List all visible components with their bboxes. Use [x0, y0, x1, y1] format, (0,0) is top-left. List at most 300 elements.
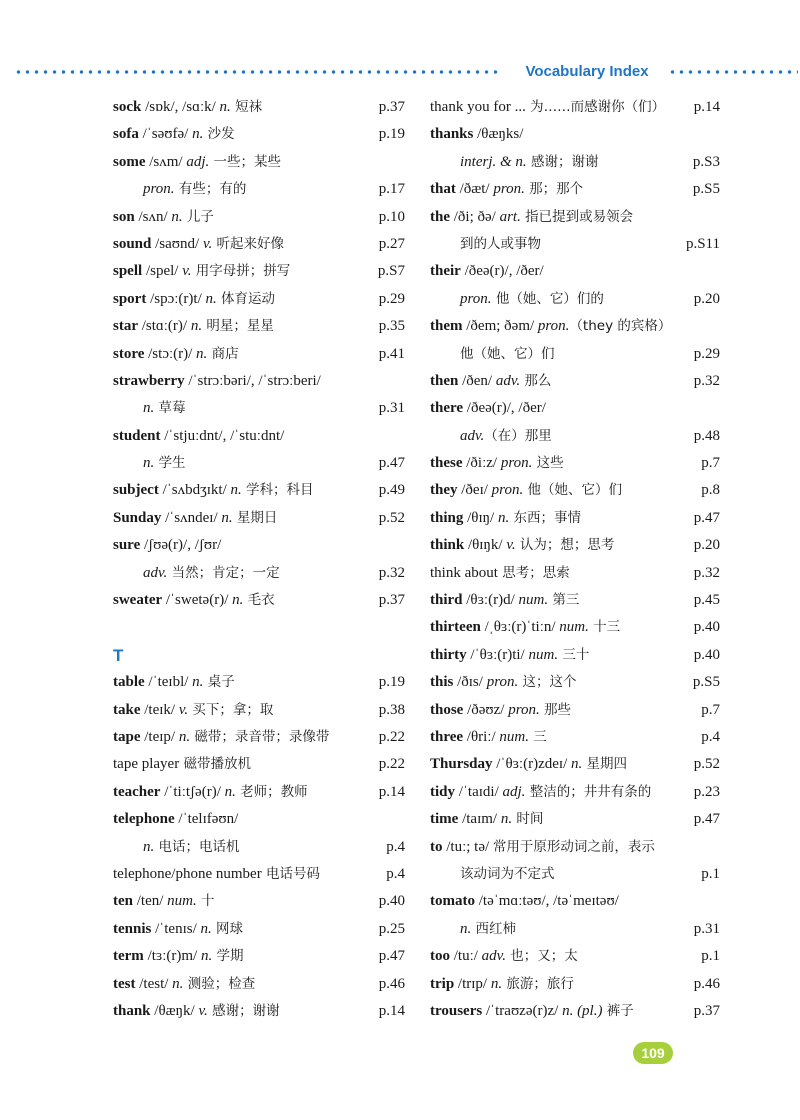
index-entry [113, 149, 405, 176]
entry-continuation [430, 916, 720, 943]
index-entry [113, 724, 405, 751]
page-reference: p.22 [378, 756, 405, 773]
definition: 认为；想；思考 [515, 537, 615, 554]
part-of-speech: n. [200, 920, 212, 937]
headword: some [113, 153, 146, 170]
page-reference: p.20 [693, 290, 720, 307]
entry-text [113, 505, 277, 532]
page-reference: p.46 [693, 975, 720, 992]
definition: 裤子 [602, 1002, 634, 1019]
pronunciation: /spel/ [142, 263, 183, 280]
index-entry [430, 998, 720, 1025]
pronunciation: /stɑː(r)/ [138, 318, 191, 335]
part-of-speech: pron. [493, 181, 525, 198]
part-of-speech: v. [182, 263, 192, 280]
page-reference: p.4 [701, 728, 720, 745]
definition: 一些；某些 [209, 153, 282, 170]
page-reference: p.14 [693, 99, 720, 115]
page-reference: p.52 [378, 509, 405, 526]
part-of-speech: num. [518, 592, 549, 609]
index-entry [430, 94, 720, 121]
definition: 常用于原形动词之前，表示 [492, 838, 655, 855]
part-of-speech: pron. [537, 318, 570, 335]
pronunciation: /ðæt/ [455, 181, 494, 198]
pronunciation: /sɒk/, /sɑːk/ [141, 99, 220, 115]
entry-text [143, 395, 186, 422]
headword: too [430, 948, 450, 965]
entry-text [113, 149, 281, 176]
entry-text [430, 121, 523, 148]
index-entry [430, 724, 720, 751]
definition: 沙发 [203, 126, 235, 143]
index-entry [113, 477, 405, 504]
part-of-speech: num. [528, 646, 559, 663]
headword: table [113, 674, 145, 691]
entry-text [113, 94, 262, 121]
headword: spell [113, 263, 143, 280]
definition: 西红柿 [471, 920, 517, 937]
index-entry [113, 587, 405, 614]
part-of-speech: interj. & n. [460, 153, 527, 170]
headword: these [430, 455, 463, 472]
entry-text [113, 697, 273, 724]
phrase: tape player [113, 756, 180, 773]
entry-continuation [113, 176, 405, 203]
phrase: thank you for ... [430, 99, 526, 115]
pronunciation: /ði; ðə/ [450, 208, 500, 225]
entry-text [113, 751, 251, 778]
entry-text [430, 368, 551, 395]
definition: 那些 [539, 701, 572, 718]
part-of-speech: n. [205, 290, 217, 307]
index-entry [113, 204, 405, 231]
index-entry [430, 176, 720, 203]
part-of-speech: n. [224, 783, 236, 800]
entry-text [113, 121, 235, 148]
headword: term [113, 948, 144, 965]
entry-text [113, 477, 314, 504]
page-reference: p.14 [378, 1002, 405, 1019]
headword: trousers [430, 1002, 483, 1019]
entry-continuation [430, 341, 720, 368]
pronunciation: /ðiːz/ [462, 455, 501, 472]
index-entry [113, 998, 405, 1025]
part-of-speech: v. [178, 701, 189, 718]
page-reference: p.32 [693, 372, 720, 389]
headword: son [113, 208, 135, 225]
part-of-speech: n. [230, 482, 242, 499]
entry-text [460, 861, 555, 888]
index-entry [430, 888, 720, 915]
entry-text [430, 998, 634, 1025]
entry-text [113, 231, 284, 258]
pronunciation: /ðen/ [458, 372, 496, 389]
definition: 到的人或事物 [460, 235, 541, 252]
headword: tidy [430, 783, 456, 800]
part-of-speech: pron. [508, 701, 540, 718]
headword: that [430, 181, 456, 198]
pronunciation: /θɪŋk/ [464, 537, 507, 554]
headword: those [430, 701, 464, 718]
page-reference: p.17 [378, 181, 405, 198]
entry-text [430, 971, 574, 998]
part-of-speech: num. [559, 619, 589, 636]
part-of-speech: num. [167, 893, 197, 910]
pronunciation: /tuː; tə/ [442, 838, 493, 855]
part-of-speech: pron. [143, 181, 175, 198]
page-reference: p.10 [378, 208, 405, 225]
headword: sofa [113, 126, 139, 143]
entry-text [430, 505, 581, 532]
pronunciation: /stɔː(r)/ [144, 345, 197, 362]
pronunciation: /tuː/ [450, 948, 482, 965]
section-title: Vocabulary Index [525, 63, 649, 80]
page-reference: p.52 [693, 756, 720, 773]
page-reference: p.38 [378, 701, 405, 718]
headword: the [430, 208, 450, 225]
entry-text [113, 286, 275, 313]
entry-text [113, 779, 308, 806]
pronunciation: /ˈθɜː(r)ti/ [466, 646, 529, 663]
definition: 儿子 [182, 208, 214, 225]
entry-text [113, 888, 215, 915]
entry-text [113, 587, 275, 614]
part-of-speech: v. [198, 1002, 208, 1019]
definition: 磁带；录音带；录像带 [190, 728, 330, 745]
pronunciation: /ˈsəʊfə/ [138, 126, 193, 143]
pronunciation: /ðeɪ/ [457, 482, 492, 499]
part-of-speech: n. [500, 811, 513, 828]
definition: 有些；有的 [174, 181, 247, 198]
phrase: think about [430, 564, 498, 581]
pronunciation: /ˌθɜː(r)ˈtiːn/ [480, 619, 560, 636]
entry-text [143, 176, 246, 203]
headword: time [430, 811, 459, 828]
part-of-speech: n. [143, 400, 155, 417]
headword: thanks [430, 126, 474, 143]
entry-text [430, 642, 589, 669]
part-of-speech: adv. [495, 372, 521, 389]
page-reference: p.32 [378, 564, 405, 581]
page-reference: p.37 [693, 1002, 720, 1019]
headword: sure [113, 537, 141, 554]
part-of-speech: n. [232, 592, 244, 609]
part-of-speech: art. [499, 208, 521, 225]
entry-text [113, 971, 255, 998]
definition: 他（她、它）们 [460, 345, 555, 362]
page-reference: p.7 [701, 455, 720, 472]
headword: subject [113, 482, 159, 499]
entry-text [430, 614, 620, 641]
pronunciation: /sʌn/ [134, 208, 172, 225]
part-of-speech: n. [570, 756, 583, 773]
headword: Thursday [430, 756, 493, 773]
page-reference: p.25 [378, 920, 405, 937]
definition: 电话号码 [261, 865, 321, 882]
headword: thing [430, 509, 464, 526]
definition: 也；又；太 [505, 948, 578, 965]
headword: think [430, 537, 465, 554]
definition: 三十 [558, 646, 590, 663]
entry-continuation [430, 423, 720, 450]
page-reference: p.22 [378, 728, 405, 745]
definition: 买下；拿；取 [188, 701, 274, 718]
index-column-right [430, 94, 720, 1025]
headword: star [113, 318, 138, 335]
headword: sport [113, 290, 147, 307]
index-entry [113, 286, 405, 313]
headword: take [113, 701, 141, 718]
pronunciation: /ðɪs/ [453, 674, 487, 691]
definition: 十三 [588, 619, 621, 636]
index-entry [430, 395, 720, 422]
entry-text [460, 231, 541, 258]
entry-text [430, 943, 578, 970]
pronunciation: /teɪk/ [140, 701, 179, 718]
definition: 星期日 [232, 509, 278, 526]
definition: 电话；电话机 [154, 838, 240, 855]
index-entry [113, 341, 405, 368]
entry-text [430, 751, 627, 778]
entry-text [113, 313, 274, 340]
entry-continuation [430, 231, 720, 258]
index-entry [430, 697, 720, 724]
part-of-speech: n. [460, 920, 472, 937]
pronunciation: /ˈsʌbdʒɪkt/ [158, 482, 231, 499]
pronunciation: /ðəʊz/ [463, 701, 509, 718]
definition: 网球 [211, 920, 244, 937]
entry-text [113, 532, 221, 559]
definition: 他（她、它）们的 [491, 290, 604, 307]
headword: they [430, 482, 458, 499]
part-of-speech: n. [172, 975, 184, 992]
page-reference: p.S11 [685, 235, 720, 252]
definition: 学科；科目 [241, 482, 314, 499]
part-of-speech: pron. [491, 482, 524, 499]
part-of-speech: v. [202, 235, 213, 252]
index-entry [430, 477, 720, 504]
page-reference: p.29 [693, 345, 720, 362]
entry-text [143, 450, 186, 477]
definition: 星期四 [582, 756, 628, 773]
page-reference: p.14 [378, 783, 405, 800]
part-of-speech: adj. [502, 783, 526, 800]
page-reference: p.40 [378, 893, 405, 910]
part-of-speech: n. [192, 126, 204, 143]
definition: 那么 [520, 372, 552, 389]
page-reference: p.40 [693, 619, 720, 636]
index-entry [113, 971, 405, 998]
page-reference: p.S3 [692, 153, 720, 170]
pronunciation: /spɔː(r)t/ [146, 290, 206, 307]
headword: then [430, 372, 459, 389]
pronunciation: /ðeə(r)/, /ðer/ [463, 400, 546, 417]
definition: 三 [529, 728, 547, 745]
definition: 商店 [207, 345, 239, 362]
index-entry [113, 94, 405, 121]
page-reference: p.47 [693, 811, 720, 828]
index-entry [430, 258, 720, 285]
page-reference: p.19 [378, 126, 405, 143]
part-of-speech: num. [499, 728, 529, 745]
definition: 测验；检查 [183, 975, 256, 992]
part-of-speech: n. [196, 345, 208, 362]
letter-heading-label: T [113, 645, 124, 665]
pronunciation: /ˈθɜː(r)zdeɪ/ [492, 756, 571, 773]
entry-text [430, 724, 547, 751]
pronunciation: /θɜː(r)d/ [462, 592, 519, 609]
entry-continuation [113, 834, 405, 861]
definition: （they 的宾格） [569, 318, 672, 335]
index-entry [113, 669, 405, 696]
definition: 他（她、它）们 [523, 482, 622, 499]
part-of-speech: adv. [460, 427, 485, 444]
entry-text [430, 806, 543, 833]
definition: 磁带播放机 [179, 756, 252, 773]
definition: 第三 [548, 592, 580, 609]
pronunciation: /ˈtelɪfəʊn/ [174, 811, 239, 828]
entry-text [430, 888, 619, 915]
pronunciation: /taɪm/ [458, 811, 501, 828]
headword: teacher [113, 783, 161, 800]
definition: 这；这个 [518, 674, 577, 691]
index-entry [430, 971, 720, 998]
headword: there [430, 400, 464, 417]
index-entry [113, 423, 405, 450]
page-number-badge: 109 [633, 1042, 673, 1064]
headword: ten [113, 893, 133, 910]
definition: 体育运动 [216, 290, 276, 307]
part-of-speech: n. [190, 318, 203, 335]
part-of-speech: n. [497, 509, 510, 526]
entry-text [430, 258, 544, 285]
definition: 草莓 [154, 400, 186, 417]
part-of-speech: adv. [481, 948, 506, 965]
pronunciation: /ˈtiːtʃə(r)/ [160, 783, 225, 800]
headword: test [113, 975, 136, 992]
pronunciation: /saʊnd/ [151, 235, 203, 252]
pronunciation: /trɪp/ [454, 975, 491, 992]
entry-text [143, 560, 280, 587]
page-reference: p.45 [693, 592, 720, 609]
part-of-speech: n. [221, 509, 233, 526]
definition: 用字母拼；拼写 [191, 263, 291, 280]
index-entry [113, 368, 405, 395]
index-entry [430, 368, 720, 395]
index-entry [113, 258, 405, 285]
definition: 当然；肯定；一定 [167, 564, 280, 581]
index-entry [113, 121, 405, 148]
entry-text [430, 477, 622, 504]
letter-heading [113, 642, 405, 669]
pronunciation: /ˈtenɪs/ [151, 920, 201, 937]
page-reference: p.S5 [692, 181, 720, 198]
headword: strawberry [113, 372, 185, 389]
page-reference: p.19 [378, 674, 405, 691]
index-entry [430, 669, 720, 696]
index-entry [113, 751, 405, 778]
index-entry [113, 697, 405, 724]
headword: sock [113, 99, 142, 115]
part-of-speech: n. [143, 838, 155, 855]
pronunciation: /ˈstrɔːbəri/, /ˈstrɔːberi/ [184, 372, 321, 389]
part-of-speech: n. [143, 455, 155, 472]
definition: （在）那里 [484, 427, 552, 444]
definition: 整洁的；井井有条的 [525, 783, 652, 800]
headword: them [430, 318, 463, 335]
page-reference: p.7 [701, 701, 720, 718]
entry-continuation [430, 149, 720, 176]
page-reference: p.20 [693, 537, 720, 554]
index-entry [430, 532, 720, 559]
pronunciation: /θɪŋ/ [463, 509, 498, 526]
page-reference: p.47 [693, 509, 720, 526]
pronunciation: /tɜː(r)m/ [143, 948, 201, 965]
entry-continuation [113, 560, 405, 587]
entry-text [430, 313, 671, 340]
page-reference: p.37 [378, 99, 405, 115]
index-entry [430, 450, 720, 477]
page-reference: p.40 [693, 646, 720, 663]
page-reference: p.29 [378, 290, 405, 307]
part-of-speech: n. [178, 728, 191, 745]
headword: thirteen [430, 619, 481, 636]
page-reference: p.1 [701, 865, 720, 882]
definition: 明星；星星 [202, 318, 274, 335]
entry-text [430, 779, 651, 806]
dotted-rule-right [668, 70, 798, 74]
pronunciation: /ˈsʌndeɪ/ [161, 509, 222, 526]
page-reference: p.1 [701, 948, 720, 965]
entry-text [460, 916, 516, 943]
index-entry [430, 943, 720, 970]
entry-text [430, 94, 665, 121]
entry-text [460, 149, 598, 176]
headword: to [430, 838, 443, 855]
entry-text [113, 998, 280, 1025]
definition: 毛衣 [243, 592, 275, 609]
page-reference: p.27 [378, 235, 405, 252]
index-entry [430, 614, 720, 641]
headword: store [113, 345, 145, 362]
headword: sweater [113, 592, 163, 609]
definition: 学期 [212, 948, 244, 965]
entry-text [430, 532, 614, 559]
page-reference: p.46 [378, 975, 405, 992]
headword: tape [113, 728, 141, 745]
index-entry [430, 505, 720, 532]
entry-text [460, 341, 555, 368]
pronunciation: /ðeə(r)/, /ðer/ [460, 263, 544, 280]
headword: this [430, 674, 454, 691]
definition: 短袜 [230, 99, 263, 115]
entry-text [113, 423, 284, 450]
page-reference: p.S5 [692, 674, 720, 691]
headword: sound [113, 235, 152, 252]
page-reference: p.47 [378, 455, 405, 472]
part-of-speech: n. [192, 674, 204, 691]
definition: 这些 [532, 455, 564, 472]
index-entry [113, 861, 405, 888]
pronunciation: /ˈtraʊzə(r)z/ [482, 1002, 563, 1019]
index-entry [430, 751, 720, 778]
index-entry [430, 121, 720, 148]
entry-text [430, 560, 570, 587]
headword: tennis [113, 920, 152, 937]
headword: their [430, 263, 461, 280]
definition: 听起来好像 [212, 235, 285, 252]
part-of-speech: pron. [460, 290, 492, 307]
